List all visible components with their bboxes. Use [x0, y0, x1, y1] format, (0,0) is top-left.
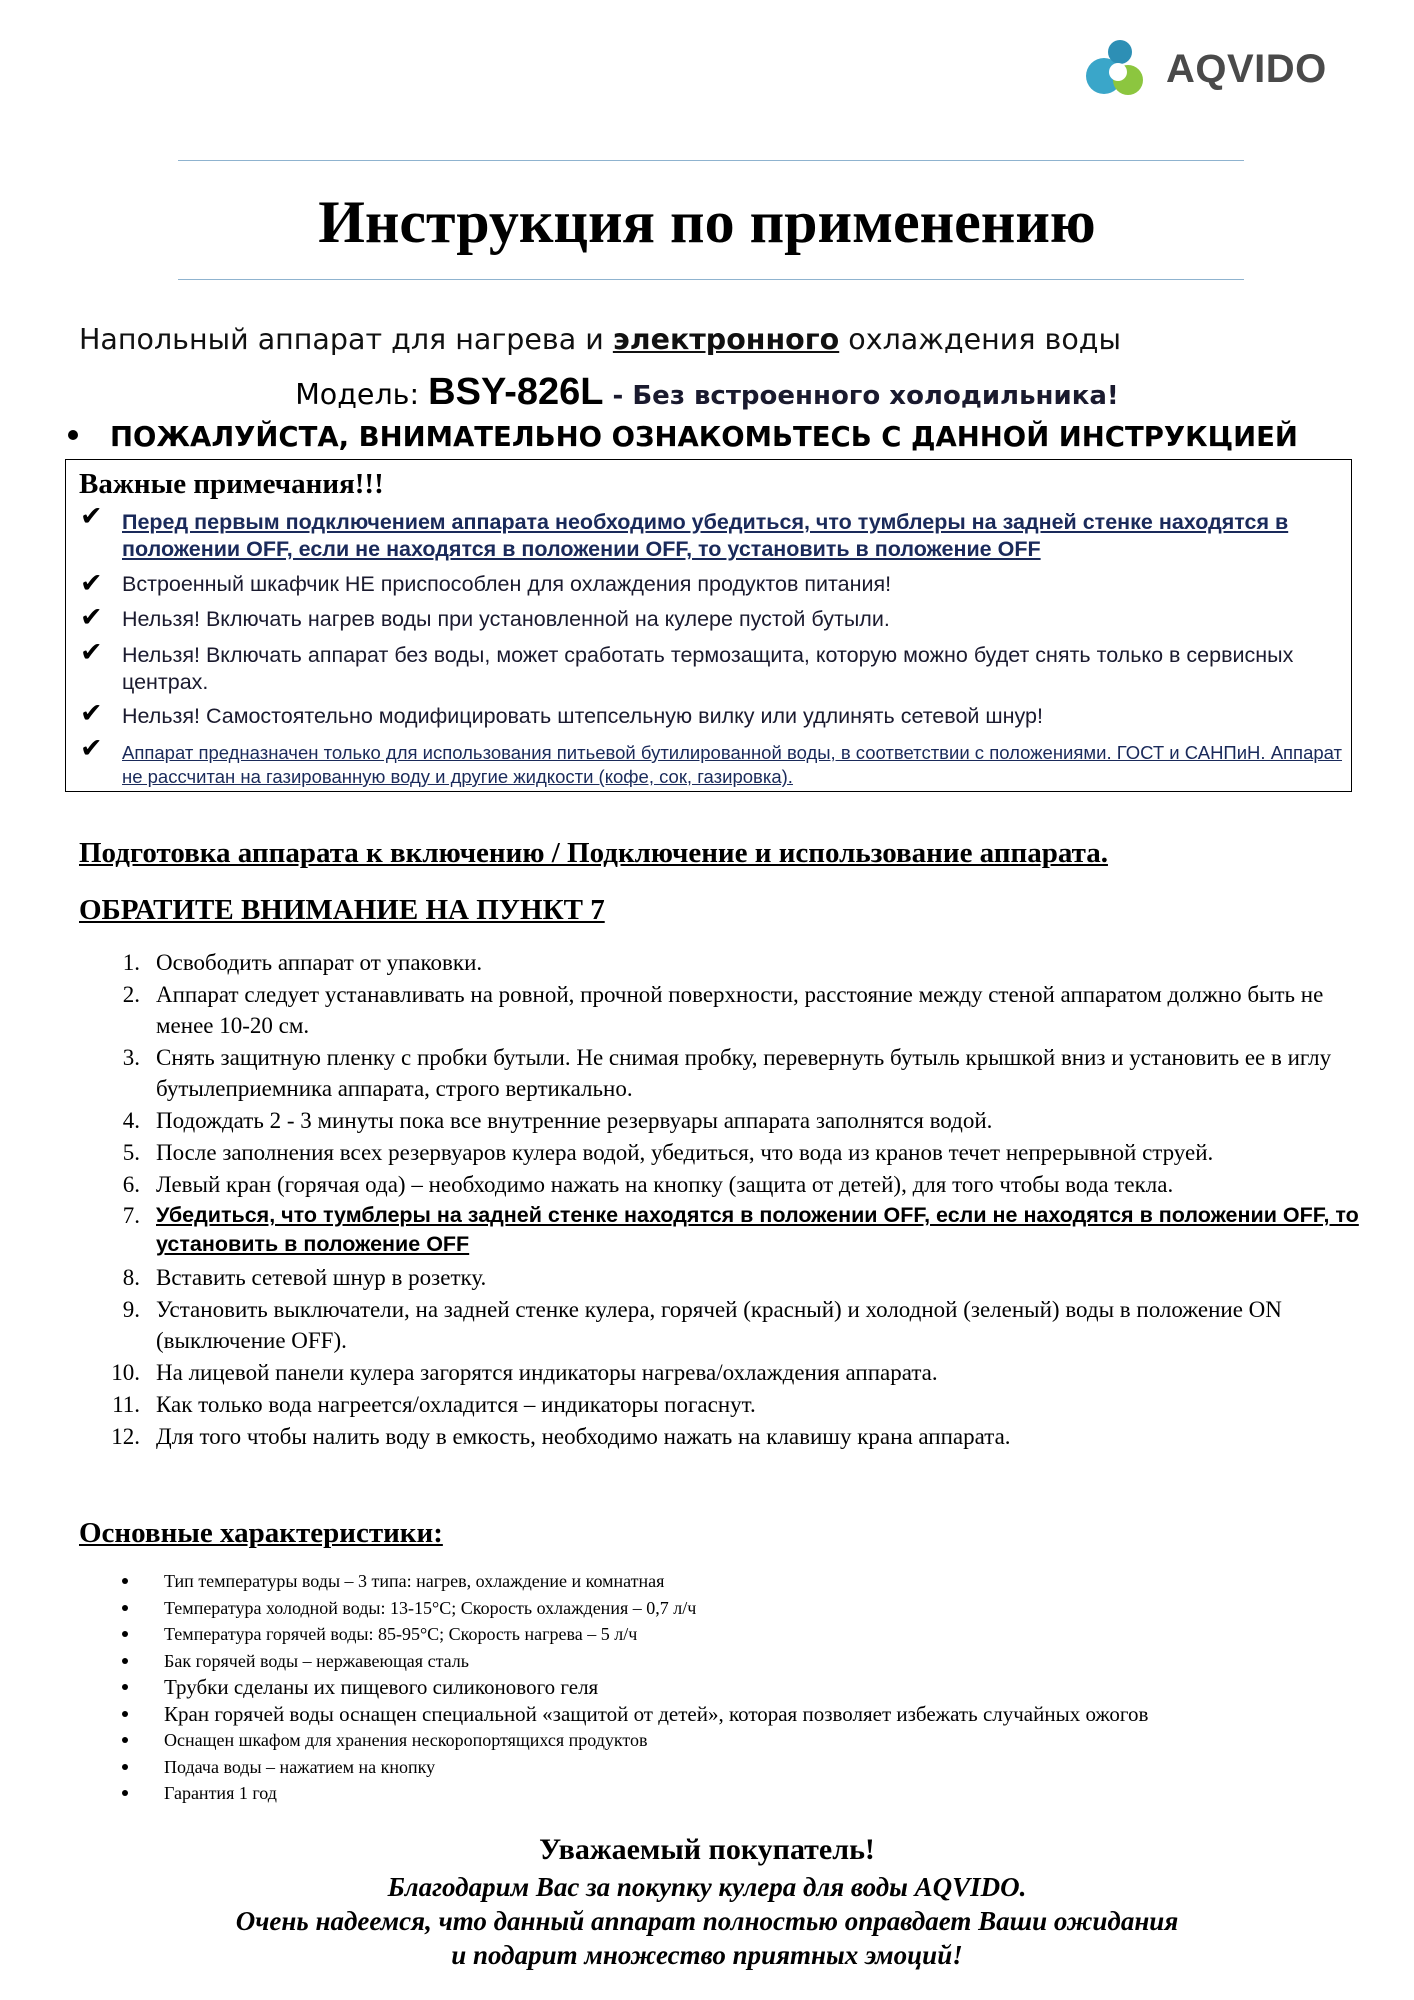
list-item — [100, 1294, 1360, 1356]
check-icon: ✔ — [80, 698, 103, 729]
list-item — [100, 1421, 1360, 1452]
model-note: - Без встроенного холодильника! — [603, 381, 1119, 411]
prep-steps-list — [100, 947, 1360, 1453]
important-note-3: Нельзя! Включать нагрев воды при установленной на кулере пустой бутыли. — [122, 607, 890, 631]
important-note-2: Встроенный шкафчик НЕ приспособлен для охлаждения продуктов питания! — [122, 572, 892, 596]
step-text: На лицевой панели кулера загорятся индикаторы нагрева/охлаждения аппарата. — [156, 1360, 938, 1385]
prep-heading: Подготовка аппарата к включению / Подключение и использование аппарата. — [79, 837, 1108, 869]
notice-text: ПОЖАЛУЙСТА, ВНИМАТЕЛЬНО ОЗНАКОМЬТЕСЬ С ДАННОЙ ИНСТРУКЦИЕЙ — [110, 421, 1298, 453]
step-number: 10. — [111, 1360, 140, 1385]
list-item — [100, 979, 1360, 1041]
subtitle-emphasis: электронного — [612, 323, 840, 356]
attention-heading: ОБРАТИТЕ ВНИМАНИЕ НА ПУНКТ 7 — [79, 894, 605, 926]
step-text: Левый кран (горячая ода) – необходимо нажать на кнопку (защита от детей), для того чтобы вода текла. — [156, 1172, 1174, 1197]
thanks-line-3: и подарит множество приятных эмоций! — [451, 1940, 963, 1970]
step-text: Установить выключатели, на задней стенке кулера, горячей (красный) и холодной (зеленый) воды в положение ON (выключение OFF). — [156, 1297, 1282, 1353]
thanks-message — [0, 1870, 1414, 1972]
important-note-1: Перед первым подключением аппарата необходимо убедиться, что тумблеры на задней стенке находятся в положении OFF, если не находятся в положении OFF, то установить в положение OFF — [122, 510, 1289, 561]
list-item: Подача воды – нажатием на кнопку — [122, 1754, 1322, 1781]
model-number: BSY-826L — [428, 371, 604, 413]
brand-logo — [1082, 34, 1342, 104]
list-item: Температура холодной воды: 13-15°С; Скорость охлаждения – 0,7 л/ч — [122, 1595, 1322, 1622]
step-text: Как только вода нагреется/охладится – индикаторы погаснут. — [156, 1392, 756, 1417]
thanks-greeting: Уважаемый покупатель! — [539, 1833, 875, 1866]
thanks-line-2: Очень надеемся, что данный аппарат полностью оправдает Ваши ожидания — [235, 1906, 1179, 1936]
list-item: Бак горячей воды – нержавеющая сталь — [122, 1648, 1322, 1675]
check-icon: ✔ — [80, 568, 103, 599]
list-item: Кран горячей воды оснащен специальной «защитой от детей», которая позволяет избежать случайных ожогов — [122, 1701, 1322, 1728]
title-rule-top — [178, 160, 1244, 161]
step-number: 6. — [122, 1172, 140, 1197]
read-instructions-notice — [68, 418, 1298, 456]
important-note-6: Аппарат предназначен только для использования питьевой бутилированной воды, в соответствии с положениями. ГОСТ и САНПиН. Аппарат не рассчитан на газированную воду и другие жидкости (кофе, сок, газировка). — [122, 742, 1343, 787]
list-item — [100, 1389, 1360, 1420]
check-icon: ✔ — [80, 501, 103, 532]
step-text: Снять защитную пленку с пробки бутыли. Не снимая пробку, перевернуть бутыль крышкой вниз и установить ее в иглу бутылеприемника аппарата, строго вертикально. — [156, 1045, 1332, 1101]
list-item — [100, 1357, 1360, 1388]
step-number: 12. — [111, 1424, 140, 1449]
aqvido-drops-logo-icon — [1082, 36, 1152, 102]
list-item: Температура горячей воды: 85-95°С; Скорость нагрева – 5 л/ч — [122, 1621, 1322, 1648]
step-text: Аппарат следует устанавливать на ровной, прочной поверхности, расстояние между стеной аппаратом должно быть не менее 10-20 см. — [156, 982, 1324, 1038]
list-item — [100, 1042, 1360, 1104]
important-notes-title: Важные примечания!!! — [79, 468, 384, 500]
list-item: Трубки сделаны их пищевого силиконового геля — [122, 1674, 1322, 1701]
step-number: 8. — [122, 1265, 140, 1290]
important-note-4: Нельзя! Включать аппарат без воды, может сработать термозащита, которую можно будет снять только в сервисных центрах. — [122, 643, 1294, 694]
title-rule-bottom — [178, 279, 1244, 280]
step-number: 11. — [112, 1392, 140, 1417]
step-text: Для того чтобы налить воду в емкость, необходимо нажать на клавишу крана аппарата. — [156, 1424, 1011, 1449]
check-icon: ✔ — [80, 602, 103, 633]
list-item — [100, 947, 1360, 978]
list-item — [100, 1169, 1360, 1200]
list-item: Тип температуры воды – 3 типа: нагрев, охлаждение и комнатная — [122, 1568, 1322, 1595]
subtitle-part1: Напольный аппарат для нагрева и — [79, 323, 613, 356]
step-text: Подождать 2 - 3 минуты пока все внутренние резервуары аппарата заполнятся водой. — [156, 1108, 993, 1133]
check-icon: ✔ — [80, 733, 103, 764]
model-line — [0, 370, 1414, 421]
list-item — [100, 1137, 1360, 1168]
bullet-icon — [68, 430, 78, 440]
list-item — [100, 1201, 1360, 1259]
step-number: 2. — [122, 982, 140, 1007]
specs-list — [122, 1568, 1322, 1807]
product-subtitle — [79, 322, 1121, 358]
step-text: Освободить аппарат от упаковки. — [156, 950, 483, 975]
step-number: 5. — [122, 1140, 140, 1165]
step-text: Убедиться, что тумблеры на задней стенке находятся в положении OFF, если не находятся в положении OFF, то установить в положение OFF — [156, 1203, 1359, 1256]
step-number: 3. — [122, 1045, 140, 1070]
step-text: После заполнения всех резервуаров кулера водой, убедиться, что вода из кранов течет непрерывной струей. — [156, 1140, 1214, 1165]
thanks-line-1: Благодарим Вас за покупку кулера для воды AQVIDO. — [387, 1872, 1027, 1902]
list-item — [100, 1105, 1360, 1136]
step-number: 1. — [122, 950, 140, 975]
subtitle-part2: охлаждения воды — [839, 323, 1121, 356]
step-number: 9. — [122, 1297, 140, 1322]
step-text: Вставить сетевой шнур в розетку. — [156, 1265, 487, 1290]
page-title: Инструкция по применению — [318, 189, 1096, 255]
list-item: Гарантия 1 год — [122, 1780, 1322, 1807]
important-note-5: Нельзя! Самостоятельно модифицировать штепсельную вилку или удлинять сетевой шнур! — [122, 704, 1043, 728]
list-item: Оснащен шкафом для хранения нескоропортящихся продуктов — [122, 1727, 1322, 1754]
step-number: 4. — [122, 1108, 140, 1133]
step-number: 7. — [122, 1203, 140, 1228]
check-icon: ✔ — [80, 637, 103, 668]
brand-name: AQVIDO — [1166, 46, 1327, 91]
specs-heading: Основные характеристики: — [79, 1517, 443, 1549]
model-label: Модель: — [295, 378, 429, 411]
list-item — [100, 1262, 1360, 1293]
